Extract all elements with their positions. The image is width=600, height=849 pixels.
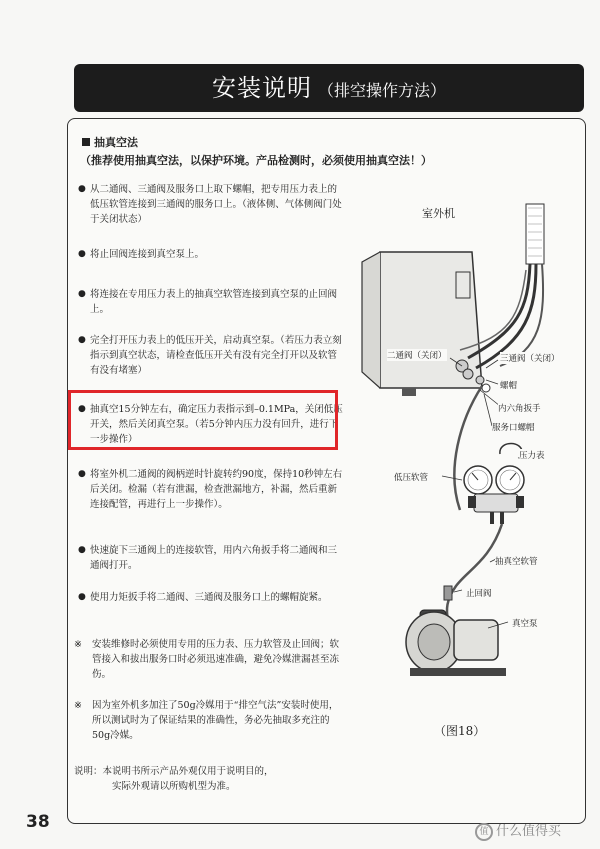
- step-text: 抽真空15分钟左右，确定压力表指示到–0.1MPa，关闭低压开关，然后关闭真空泵。（若5分钟内压力没有回升，进行下一步操作）: [90, 404, 343, 445]
- hex-wrench-label: 内六角扳手: [498, 404, 541, 414]
- figure-caption: （图18）: [434, 724, 486, 738]
- bullet-icon: ●: [78, 469, 86, 479]
- vacuum-pump-drawing: [406, 610, 506, 676]
- page-subtitle: （排空操作方法）: [317, 81, 446, 100]
- section-title-text: 抽真空法: [94, 136, 138, 149]
- step-item: [78, 543, 346, 573]
- bullet-icon: ●: [78, 592, 86, 602]
- vacuum-pump-label: 真空泵: [512, 619, 538, 629]
- vacuum-hose-label: 抽真空软管: [495, 557, 538, 567]
- bullet-icon: ●: [78, 404, 86, 414]
- watermark: [475, 820, 561, 841]
- step-text: 完全打开压力表上的低压开关，启动真空泵。（若压力表立刻指示到真空状态，请检查低压开关有没有完全打开以及软管有没有堵塞）: [90, 335, 342, 376]
- bullet-icon: ●: [78, 545, 86, 555]
- explanation-line-1: 说明：本说明书所示产品外观仅用于说明目的，: [74, 766, 274, 777]
- page-header: [74, 64, 584, 112]
- step-item: [78, 287, 346, 317]
- low-pressure-hose-label: 低压软管: [394, 473, 429, 483]
- check-valve-label: 止回阀: [466, 589, 492, 599]
- step-item: [78, 590, 346, 605]
- explanation-note: [74, 764, 346, 794]
- step-item: [78, 182, 346, 227]
- service-port-nut-label: 服务口螺帽: [492, 423, 535, 433]
- square-bullet-icon: [82, 138, 90, 146]
- pressure-gauge-drawing: [464, 444, 524, 525]
- note-text: 因为室外机多加注了50g冷媒用于“排空气法”安装时使用，所以测试时为了保证结果的准确性，务必先抽取多充注的50g冷媒。: [92, 700, 339, 741]
- note-text: 安装维修时必须使用专用的压力表、压力软管及止回阀；软管接入和拔出服务口时必须迅速准确，避免冷媒泄漏甚至冻伤。: [92, 639, 340, 680]
- section-subtitle: （推荐使用抽真空法，以保护环境。产品检测时，必须使用抽真空法！）: [80, 154, 432, 167]
- step-text: 从二通阀、三通阀及服务口上取下螺帽，把专用压力表上的低压软管连接到三通阀的服务口上。（液体侧、气体侧阀门处于关闭状态）: [90, 184, 342, 225]
- section-title: [82, 134, 138, 150]
- vacuum-diagram: [350, 190, 590, 750]
- bullet-icon: ●: [78, 184, 86, 194]
- step-text: 将止回阀连接到真空泵上。: [90, 249, 205, 260]
- step-text: 将连接在专用压力表上的抽真空软管连接到真空泵的止回阀上。: [90, 289, 338, 315]
- highlight-box: [68, 390, 338, 450]
- page-number: 38: [26, 812, 50, 832]
- two-way-valve-label: 二通阀（关闭）: [387, 351, 447, 361]
- check-valve-drawing: [444, 586, 452, 600]
- note-mark: ※: [74, 639, 82, 650]
- watermark-text: 什么值得买: [496, 824, 562, 839]
- bullet-icon: ●: [78, 335, 86, 345]
- page-title: 安装说明: [211, 74, 312, 102]
- explanation-line-2: 实际外观请以所购机型为准。: [112, 781, 236, 792]
- note-item: [74, 637, 346, 682]
- bullet-icon: ●: [78, 249, 86, 259]
- step-text: 快速旋下三通阀上的连接软管，用内六角扳手将二通阀和三通阀打开。: [90, 545, 338, 571]
- step-item: [78, 247, 346, 262]
- bullet-icon: ●: [78, 289, 86, 299]
- watermark-logo-icon: 值: [475, 823, 493, 841]
- step-item: [78, 467, 346, 512]
- note-mark: ※: [74, 700, 82, 711]
- cap-nut-label: 螺帽: [500, 381, 518, 391]
- outdoor-unit-label: 室外机: [422, 207, 455, 220]
- three-way-valve-label: 三通阀（关闭）: [500, 354, 560, 364]
- pressure-gauge-label: 压力表: [519, 451, 545, 461]
- step-text: 使用力矩扳手将二通阀、三通阀及服务口上的螺帽旋紧。: [90, 592, 328, 603]
- step-item: [78, 333, 346, 378]
- note-item: [74, 698, 346, 743]
- step-text: 将室外机二通阀的阀柄逆时针旋转约90度，保持10秒钟左右后关闭。检漏（若有泄漏，检查泄漏地方，补漏，然后重新连接配管，再进行上一步操作）。: [90, 469, 343, 510]
